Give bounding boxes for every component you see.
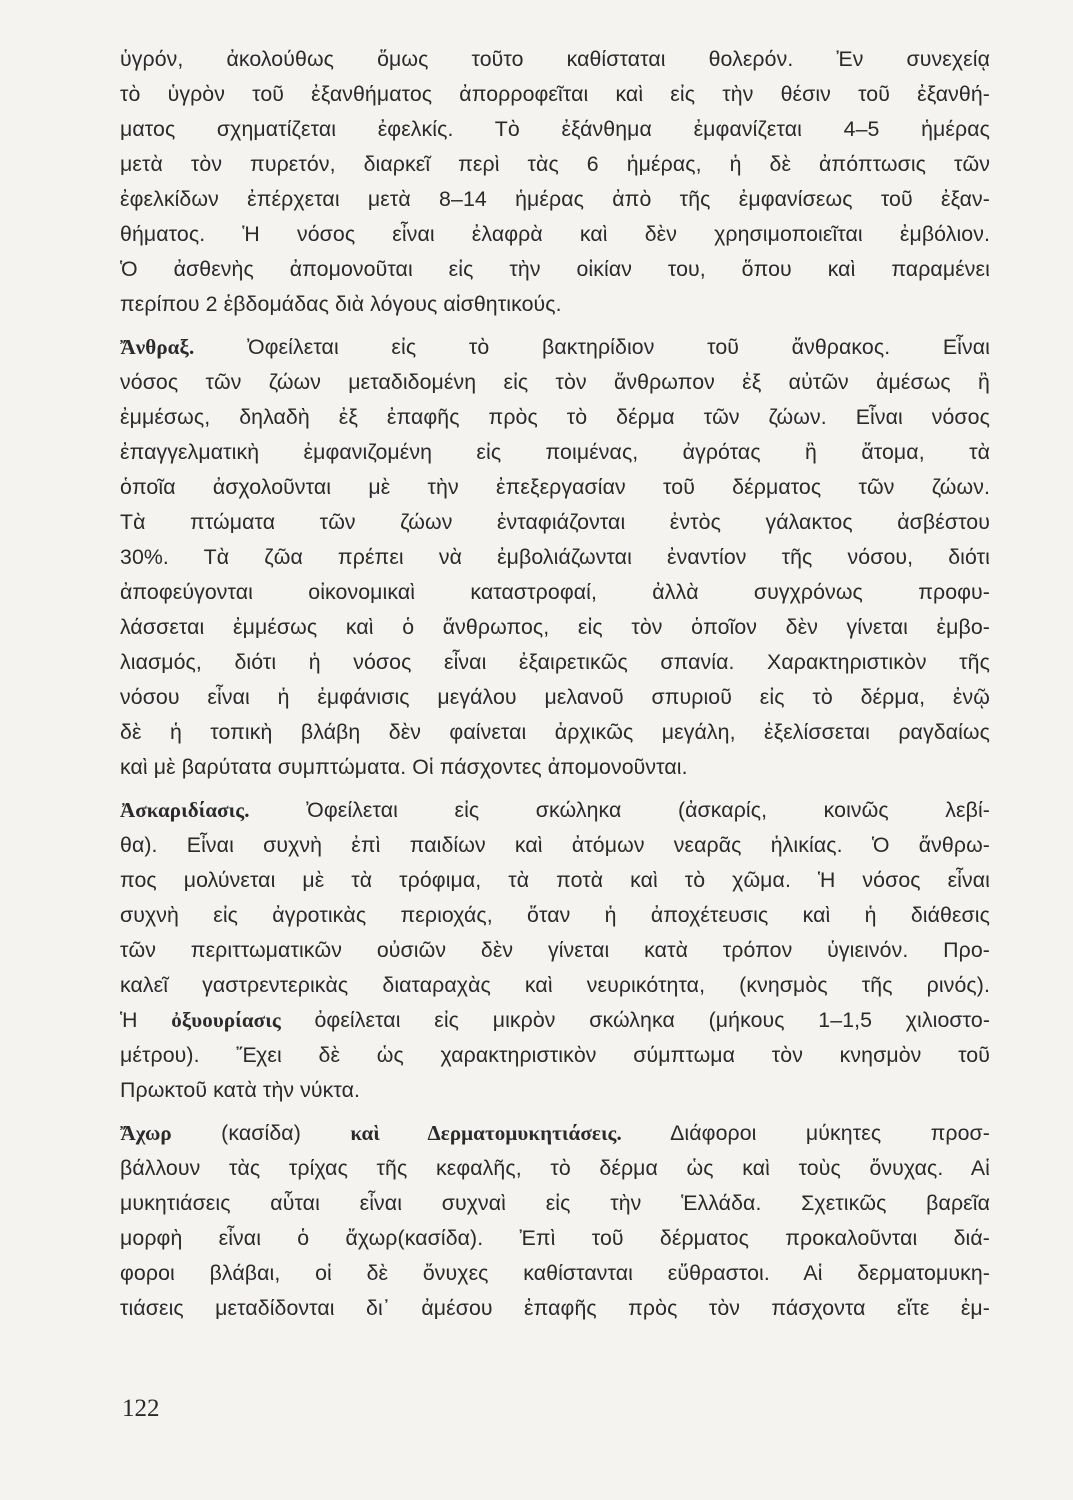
term-oxyuriasis: ὀξυουρίασις — [171, 1008, 281, 1032]
text-line: ὑγρόν, ἀκολούθως ὅμως τοῦτο καθίσταται θολερόν. Ἐν συνεχείᾳ — [120, 47, 990, 71]
text-span: (κασίδα) — [171, 1121, 351, 1145]
text-line: μέτρου). Ἔχει δὲ ὡς χαρακτηριστικὸν σύμπτωμα τὸν κνησμὸν τοῦ — [120, 1043, 990, 1067]
text-line: περίπου 2 ἑβδομάδας διὰ λόγους αἰσθητικούς. — [120, 292, 562, 316]
text-line: 30%. Τὰ ζῶα πρέπει νὰ ἐμβολιάζωνται ἐναντίον τῆς νόσου, διότι — [120, 545, 990, 569]
text-line: ὁποῖα ἀσχολοῦνται μὲ τὴν ἐπεξεργασίαν τοῦ δέρματος τῶν ζώων. — [120, 475, 990, 499]
paragraph-ascariasis — [120, 793, 990, 1108]
text-line — [120, 1003, 990, 1038]
text-line: μυκητιάσεις αὗται εἶναι συχναὶ εἰς τὴν Ἑλλάδα. Σχετικῶς βαρεῖα — [120, 1191, 990, 1215]
text-line: τῶν περιττωματικῶν οὐσιῶν δὲν γίνεται κατὰ τρόπον ὑγιεινόν. Προ- — [120, 938, 990, 962]
paragraph-favus — [120, 1116, 990, 1326]
text-line: λάσσεται ἐμμέσως καὶ ὁ ἄνθρωπος, εἰς τὸν ὁποῖον δὲν γίνεται ἐμβο- — [120, 615, 990, 639]
text-line — [120, 1116, 990, 1151]
text-line: τιάσεις μεταδίδονται δι᾽ ἀμέσου ἐπαφῆς πρὸς τὸν πάσχοντα εἴτε ἐμ- — [120, 1296, 990, 1320]
text-line: Πρωκτοῦ κατὰ τὴν νύκτα. — [120, 1078, 361, 1102]
paragraph-intro — [120, 42, 990, 322]
text-line: καλεῖ γαστρεντερικὰς διαταραχὰς καὶ νευρικότητα, (κνησμὸς τῆς ρινός). — [120, 973, 990, 997]
text-line: θήματος. Ἡ νόσος εἶναι ἐλαφρὰ καὶ δὲν χρησιμοποιεῖται ἐμβόλιον. — [120, 222, 990, 246]
section-heading-dermatomycoses: καὶ Δερματομυκητιάσεις. — [350, 1121, 622, 1145]
section-heading-ascariasis: Ἀσκαριδίασις. — [120, 798, 250, 822]
text-line: Τὰ πτώματα τῶν ζώων ἐνταφιάζονται ἐντὸς γάλακτος ἀσβέστου — [120, 510, 990, 534]
text-line — [120, 330, 990, 365]
text-line: ἐφελκίδων ἐπέρχεται μετὰ 8–14 ἡμέρας ἀπὸ τῆς ἐμφανίσεως τοῦ ἐξαν- — [120, 187, 990, 211]
text-line: μορφὴ εἶναι ὁ ἄχωρ(κασίδα). Ἐπὶ τοῦ δέρματος προκαλοῦνται διά- — [120, 1226, 990, 1250]
body-text — [120, 42, 990, 1326]
text-span: Διάφοροι μύκητες προσ- — [621, 1121, 990, 1145]
section-heading-favus: Ἄχωρ — [120, 1121, 172, 1145]
text-line: καὶ μὲ βαρύτατα συμπτώματα. Οἱ πάσχοντες ἀπομονοῦνται. — [120, 755, 688, 779]
text-line: ματος σχηματίζεται ἐφελκίς. Τὸ ἐξάνθημα ἐμφανίζεται 4–5 ἡμέρας — [120, 117, 990, 141]
text-line: τὸ ὑγρὸν τοῦ ἐξανθήματος ἀπορροφεῖται καὶ εἰς τὴν θέσιν τοῦ ἐξανθή- — [120, 82, 990, 106]
text-line: βάλλουν τὰς τρίχας τῆς κεφαλῆς, τὸ δέρμα ὡς καὶ τοὺς ὄνυχας. Αἱ — [120, 1156, 990, 1180]
text-span: Ἡ — [120, 1008, 172, 1032]
text-line: πος μολύνεται μὲ τὰ τρόφιμα, τὰ ποτὰ καὶ τὸ χῶμα. Ἡ νόσος εἶναι — [120, 868, 990, 892]
text-line: συχνὴ εἰς ἀγροτικὰς περιοχάς, ὅταν ἡ ἀποχέτευσις καὶ ἡ διάθεσις — [120, 903, 990, 927]
text-line: νόσος τῶν ζώων μεταδιδομένη εἰς τὸν ἄνθρωπον ἐξ αὐτῶν ἀμέσως ἢ — [120, 370, 990, 394]
text-line — [120, 793, 990, 828]
section-heading-anthrax: Ἄνθραξ. — [120, 335, 195, 359]
text-line: Ὁ ἀσθενὴς ἀπομονοῦται εἰς τὴν οἰκίαν του, ὅπου καὶ παραμένει — [120, 257, 990, 281]
text-line: ἐμμέσως, δηλαδὴ ἐξ ἐπαφῆς πρὸς τὸ δέρμα τῶν ζώων. Εἶναι νόσος — [120, 405, 990, 429]
text-line: ἐπαγγελματικὴ ἐμφανιζομένη εἰς ποιμένας, ἀγρότας ἢ ἄτομα, τὰ — [120, 440, 990, 464]
text-line: λιασμός, διότι ἡ νόσος εἶναι ἐξαιρετικῶς σπανία. Χαρακτηριστικὸν τῆς — [120, 650, 990, 674]
text-span: ὀφείλεται εἰς μικρὸν σκώληκα (μήκους 1–1,5 χιλιοστο- — [280, 1008, 990, 1032]
text-line: μετὰ τὸν πυρετόν, διαρκεῖ περὶ τὰς 6 ἡμέρας, ἡ δὲ ἀπόπτωσις τῶν — [120, 152, 990, 176]
text-span: Ὀφείλεται εἰς τὸ βακτηρίδιον τοῦ ἄνθρακος. Εἶναι — [194, 335, 990, 359]
text-line: θα). Εἶναι συχνὴ ἐπὶ παιδίων καὶ ἀτόμων νεαρᾶς ἡλικίας. Ὁ ἄνθρω- — [120, 833, 990, 857]
text-span: Ὀφείλεται εἰς σκώληκα (ἀσκαρίς, κοινῶς λεβί- — [249, 798, 990, 822]
text-line: ἀποφεύγονται οἰκονομικαὶ καταστροφαί, ἀλλὰ συγχρόνως προφυ- — [120, 580, 990, 604]
text-line: φοροι βλάβαι, οἱ δὲ ὄνυχες καθίστανται εὔθραστοι. Αἱ δερματομυκη- — [120, 1261, 990, 1285]
paragraph-anthrax — [120, 330, 990, 785]
page-number: 122 — [122, 1395, 160, 1422]
text-line: δὲ ἡ τοπικὴ βλάβη δὲν φαίνεται ἀρχικῶς μεγάλη, ἐξελίσσεται ραγδαίως — [120, 720, 990, 744]
text-line: νόσου εἶναι ἡ ἐμφάνισις μεγάλου μελανοῦ σπυριοῦ εἰς τὸ δέρμα, ἐνῷ — [120, 685, 990, 709]
